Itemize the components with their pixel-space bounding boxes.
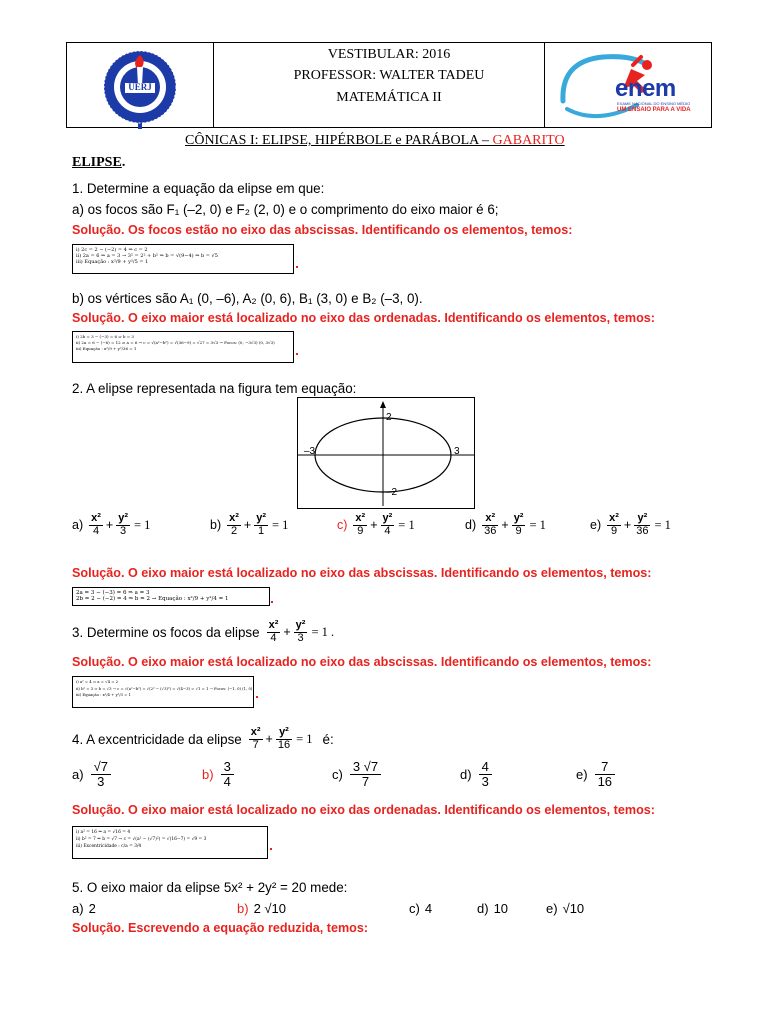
q4-option[interactable]: [460, 760, 494, 790]
q4-option[interactable]: [202, 760, 236, 790]
denominator: 7: [361, 774, 370, 790]
fraction: [479, 760, 492, 790]
fraction: [350, 760, 381, 790]
option-label: d): [465, 518, 477, 533]
q4-option[interactable]: [576, 760, 617, 790]
q4-equation-box: [72, 826, 268, 859]
fraction-x: [607, 513, 621, 537]
numerator: y²: [513, 512, 524, 524]
option-value: 2 √10: [253, 901, 286, 916]
equals-one: = 1: [654, 517, 671, 532]
q2-stem: 2. A elipse representada na figura tem equação:: [72, 381, 357, 396]
q1b-text: b) os vértices são A₁ (0, –6), A₂ (0, 6), B₁ (3, 0) e B₂ (–3, 0).: [72, 291, 423, 306]
q2-eq-line: 2a = 3 − (−3) = 6 ⇒ a = 3: [76, 590, 150, 596]
option-label: b): [202, 767, 214, 783]
fraction: [91, 760, 111, 790]
q3-eq-line: ii) b² = 3 ⇒ b = √3 → c = √(a²−b²) = √(2² − (√3)²) = √(4−3) = √1 = 1 → Focos: (−1, 0) (1, 0): [76, 685, 253, 691]
option-label: b): [210, 518, 222, 533]
numerator: x²: [482, 513, 498, 526]
numerator: y²: [256, 512, 266, 524]
option-label: d): [460, 767, 472, 783]
q4-fraction-x: x² 7: [250, 726, 261, 751]
q2-figure: [297, 397, 475, 509]
plus-sign: +: [243, 518, 252, 533]
fig-label-top: 2: [386, 412, 392, 423]
denominator: 2: [230, 524, 238, 537]
denominator: 9: [357, 524, 364, 537]
equals-one: = 1: [398, 517, 415, 532]
option-label: c): [332, 767, 343, 783]
denominator: 9: [610, 524, 618, 537]
header-line-2: PROFESSOR: WALTER TADEU: [293, 68, 485, 83]
equals-one: = 1: [134, 517, 151, 532]
plus-sign: +: [370, 518, 378, 533]
q3-stem: 3. Determine os focos da elipse: [72, 624, 260, 640]
option-label: e): [576, 767, 588, 783]
option-label: e): [590, 518, 602, 533]
q4-eq-line: ii) b² = 7 ⇒ b = √7 → c = √(a² − (√7)²) = √(16−7) = √9 = 3: [76, 837, 207, 842]
plus-sign: +: [105, 518, 114, 533]
section-heading: [72, 155, 125, 171]
option-label: a): [72, 901, 84, 916]
header-line-1: VESTIBULAR: 2016: [327, 47, 451, 62]
enem-tagline-1: EXAME NACIONAL DO ENSINO MÉDIO: [617, 101, 691, 106]
option-label: e): [546, 901, 558, 916]
q1-stem: 1. Determine a equação da elipse em que:: [72, 181, 325, 196]
plus-sign: +: [265, 732, 273, 747]
fraction-x: [89, 513, 103, 537]
numerator: x²: [91, 512, 101, 524]
q1a-solution: Solução. Os focos estão no eixo das abscissas. Identificando os elementos, temos:: [72, 223, 573, 237]
numerator: y²: [118, 512, 128, 524]
option-value: √10: [562, 901, 585, 916]
enem-tagline-2: UM ENSAIO PARA A VIDA: [617, 107, 691, 113]
numerator: y²: [382, 512, 393, 524]
q4-stem: 4. A excentricidade da elipse: [72, 731, 242, 747]
numerator: 4: [479, 760, 492, 775]
q3-equation-box: [72, 676, 254, 708]
page-title: [185, 133, 565, 149]
denominator: 36: [484, 524, 497, 537]
q4-solution: Solução. O eixo maior está localizado no eixo das ordenadas. Identificando os elementos, temos:: [72, 803, 655, 817]
plus-sign: +: [283, 625, 291, 640]
denominator: 3: [120, 524, 127, 537]
q4-rhs: = 1: [296, 731, 313, 746]
fraction-x: [482, 513, 498, 537]
q5-option[interactable]: [546, 901, 584, 916]
equals-one: = 1: [529, 517, 546, 532]
numerator: √7: [91, 760, 111, 775]
fig-label-bottom: –2: [386, 487, 398, 498]
option-value: 4: [424, 901, 433, 916]
q5-option[interactable]: [409, 901, 432, 916]
option-value: 10: [493, 901, 509, 916]
q2-eq-line: 2b = 2 − (−2) = 4 ⇒ b = 2 → Equação : x²/9 + y²/4 = 1: [76, 596, 229, 602]
plus-sign: +: [623, 518, 632, 533]
denominator: 4: [384, 524, 391, 537]
numerator: y²: [634, 513, 650, 526]
red-dot: [271, 601, 273, 603]
q5-option[interactable]: [237, 901, 286, 916]
q1a-eq-line: iii) Equação : x²/9 + y²/5 = 1: [76, 259, 149, 265]
q1b-solution: Solução. O eixo maior está localizado no eixo das ordenadas. Identificando os elementos, temos:: [72, 311, 655, 325]
page-title-main: CÔNICAS I: ELIPSE, HIPÉRBOLE e PARÁBOLA –: [185, 133, 493, 148]
q4-option[interactable]: [72, 760, 113, 790]
numerator: 3 √7: [350, 760, 381, 775]
denominator: 1: [258, 524, 265, 537]
numerator: 3: [221, 760, 234, 775]
numerator: x²: [355, 512, 366, 524]
q2-solution: Solução. O eixo maior está localizado no eixo das abscissas. Identificando os elementos, temos:: [72, 566, 652, 580]
equals-one: = 1: [272, 517, 289, 532]
red-dot: [256, 696, 258, 698]
denominator: 36: [636, 524, 649, 537]
q1a-equation-box: [72, 244, 294, 274]
header-table: [66, 42, 712, 128]
page-title-gabarito: GABARITO: [492, 133, 565, 148]
q2-option[interactable]: [465, 513, 546, 537]
fraction-y: [116, 513, 130, 537]
q4-stem-row: [72, 727, 334, 751]
section-heading-label: ELIPSE: [72, 155, 122, 170]
denominator: 3: [97, 774, 105, 790]
q2-option[interactable]: [337, 513, 415, 537]
denominator: 9: [515, 524, 522, 537]
q3-stem-row: [72, 620, 334, 644]
fig-label-left: –3: [304, 446, 316, 457]
option-label: a): [72, 767, 84, 783]
red-dot: [296, 266, 298, 268]
q3-eq-line: iii) Equação : x²/4 + y²/3 = 1: [76, 692, 131, 697]
q4-tail: é:: [322, 731, 334, 747]
q5-option[interactable]: [477, 901, 508, 916]
q1b-eq-line: ii) 2a = 6 − (−6) = 12 ⇒ a = 6 → c = √(a²−b²) = √(36−9) = √27 = 3√3 → Focos: (0, −3√3) (0, 3√3): [76, 340, 275, 345]
option-label: d): [477, 901, 489, 916]
numerator: 7: [595, 760, 615, 775]
red-dot: [296, 353, 298, 355]
q4-eq-line: i) a² = 16 ⇒ a = √16 = 4: [76, 830, 131, 835]
denominator: 16: [597, 774, 613, 790]
uerj-logo-text: UERJ: [128, 82, 152, 92]
fig-label-right: 3: [454, 446, 460, 457]
q1a-eq-line: i) 2c = 2 − (−2) = 4 ⇒ c = 2: [76, 247, 148, 253]
red-dot: [270, 848, 272, 850]
option-label: b): [237, 901, 249, 916]
section-heading-dot: .: [121, 155, 126, 170]
fraction-y: [254, 513, 268, 537]
q3-fraction-x: x² 4: [268, 619, 279, 644]
fraction-y: [381, 513, 395, 537]
q5-solution: Solução. Escrevendo a equação reduzida, temos:: [72, 921, 369, 935]
q4-fraction-y: $\frac{\text{y²}}{16}$: [277, 726, 291, 751]
header-line-3: MATEMÁTICA II: [336, 90, 442, 105]
q2-option[interactable]: [210, 513, 288, 537]
fraction-x: [353, 513, 367, 537]
q2-option[interactable]: [590, 513, 671, 537]
q3-fraction-y: $\frac{\text{y²}}{3}$: [295, 619, 306, 644]
option-label: c): [337, 518, 348, 533]
option-label: c): [409, 901, 420, 916]
enem-logo-cell: [544, 43, 711, 127]
q2-equation-box: [72, 587, 270, 606]
numerator: x²: [609, 512, 619, 524]
denominator: 4: [223, 774, 231, 790]
q1b-equation-box: [72, 331, 294, 363]
fraction: [221, 760, 234, 790]
q3-rhs: = 1 .: [311, 624, 335, 639]
enem-word: enem: [615, 75, 676, 102]
fraction-y: [634, 513, 650, 537]
numerator: x²: [229, 512, 239, 524]
q4-eq-line: iii) Excentricidade : c/a = 3/4: [76, 844, 142, 849]
fraction-y: [512, 513, 526, 537]
q5-option[interactable]: [72, 901, 96, 916]
q5-stem: 5. O eixo maior da elipse 5x² + 2y² = 20 mede:: [72, 880, 348, 895]
q1a-eq-line: ii) 2a = 6 ⇒ a = 3 → 3² = 2² + b² ⇒ b = √(9−4) ⇒ b = √5: [76, 253, 218, 259]
option-value: 2: [88, 901, 96, 916]
q4-option[interactable]: [332, 760, 383, 790]
denominator: 3: [481, 774, 489, 790]
q1b-eq-line: iii) Equação : x²/9 + y²/36 = 1: [76, 346, 137, 351]
fraction-x: [227, 513, 241, 537]
q3-solution: Solução. O eixo maior está localizado no eixo das abscissas. Identificando os elementos, temos:: [72, 655, 652, 669]
denominator: 4: [92, 524, 100, 537]
q3-eq-line: i) a² = 4 ⇒ a = √4 = 2: [76, 679, 118, 684]
q1b-eq-line: i) 2b = 3 − (−3) = 6 ⇒ b = 3: [76, 334, 134, 339]
q1a-text: a) os focos são F₁ (–2, 0) e F₂ (2, 0) e o comprimento do eixo maior é 6;: [72, 202, 499, 217]
fraction: [595, 760, 615, 790]
option-label: a): [72, 518, 84, 533]
plus-sign: +: [501, 518, 509, 533]
q2-option[interactable]: [72, 513, 150, 537]
